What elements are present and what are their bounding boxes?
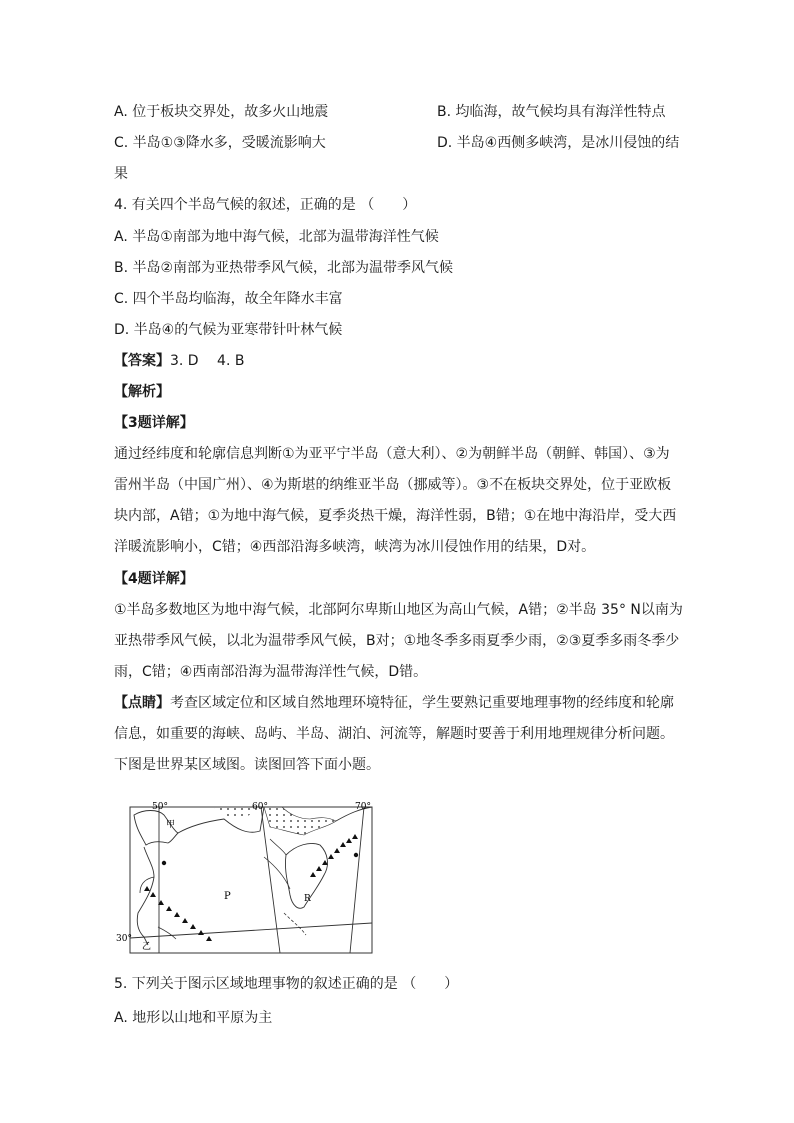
answer-label: 【答案】 <box>114 353 170 369</box>
q5-option-a: A. 地形以山地和平原为主 <box>114 1010 273 1026</box>
label-lon-60: 60° <box>252 802 268 812</box>
q4-detail-line: 亚热带季风气候，以北为温带季风气候，B对；①地冬季多雨夏季少雨，②③夏季多雨冬季少 <box>114 633 680 649</box>
tip-line-2: 信息，如重要的海峡、岛屿、半岛、湖泊、河流等，解题时要善于利用地理规律分析问题。 <box>114 726 674 742</box>
q3-option-b: B. 均临海，故气候均具有海洋性特点 <box>437 104 666 120</box>
meridian-70 <box>350 807 364 953</box>
q3-detail-label: 【3题详解】 <box>114 415 194 431</box>
tip-label: 【点睛】 <box>114 695 170 711</box>
region-map <box>114 795 380 957</box>
q4-option-b: B. 半岛②南部为亚热带季风气候，北部为温带季风气候 <box>114 260 454 276</box>
answer-line <box>114 351 244 371</box>
q5-stem: 5. 下列关于图示区域地理事物的叙述正确的是 （ ） <box>114 976 459 992</box>
q4-option-d: D. 半岛④的气候为亚寒带针叶林气候 <box>114 322 343 338</box>
q3-option-d: D. 半岛④西侧多峡湾，是冰川侵蚀的结 <box>437 135 680 151</box>
mountain-range-east <box>310 834 358 877</box>
mountain-range-west <box>144 886 212 941</box>
desert-dots-2 <box>264 807 336 835</box>
city-dot-east <box>354 853 358 857</box>
city-dot-west <box>162 861 166 865</box>
q4-option-a: A. 半岛①南部为地中海气候，北部为温带海洋性气候 <box>114 229 439 245</box>
tip-line-1 <box>114 693 674 713</box>
analysis-label: 【解析】 <box>114 384 170 400</box>
q3-option-a: A. 位于板块交界处，故多火山地震 <box>114 104 329 120</box>
q3-option-c: C. 半岛①③降水多，受暖流影响大 <box>114 135 326 151</box>
q3-detail-text <box>114 439 686 563</box>
q3-detail-line: 通过经纬度和轮廓信息判断①为亚平宁半岛（意大利）、②为朝鲜半岛（朝鲜、韩国）、③为 <box>114 446 670 462</box>
label-jia: 甲 <box>166 820 176 830</box>
q3-detail-line: 雷州半岛（中国广州）、④为斯堪的纳维亚半岛（挪威等）。③不在板块交界处，位于亚欧板 <box>114 477 672 493</box>
label-lon-70: 70° <box>355 802 371 812</box>
label-r: R <box>304 894 311 904</box>
label-lon-50: 50° <box>152 802 168 812</box>
gulf-lines <box>140 877 176 939</box>
parallel-30 <box>130 923 372 938</box>
q3-option-d-continued: 果 <box>114 166 128 182</box>
q3-detail-line: 洋暖流影响小，C错；④西部沿海多峡湾，峡湾为冰川侵蚀作用的结果，D对。 <box>114 539 596 555</box>
answer-text: 3. D 4. B <box>170 353 245 369</box>
label-p: P <box>224 891 231 902</box>
tip-text: 考查区域定位和区域自然地理环境特征，学生要熟记重要地理事物的经纬度和轮廓 <box>170 695 674 711</box>
q4-detail-line: ①半岛多数地区为地中海气候，北部阿尔卑斯山地区为高山气候，A错；②半岛 35° N以南为 <box>114 602 683 618</box>
dashed-boundary <box>284 913 306 935</box>
q4-option-c: C. 四个半岛均临海，故全年降水丰富 <box>114 291 343 307</box>
q4-detail-text <box>114 595 686 688</box>
q4-detail-label: 【4题详解】 <box>114 571 194 587</box>
label-lat-30: 30° <box>116 934 132 944</box>
q3-detail-line: 块内部，A错；①为地中海气候，夏季炎热干燥，海洋性弱，B错；①在地中海沿岸，受大西 <box>114 508 677 524</box>
q4-detail-line: 雨，C错；④西南部沿海为温带海洋性气候，D错。 <box>114 664 428 680</box>
q4-stem: 4. 有关四个半岛气候的叙述，正确的是 （ ） <box>114 197 417 213</box>
map-intro: 下图是世界某区域图。读图回答下面小题。 <box>114 757 380 773</box>
river-lines <box>264 839 290 889</box>
label-yi: 乙 <box>142 942 152 952</box>
